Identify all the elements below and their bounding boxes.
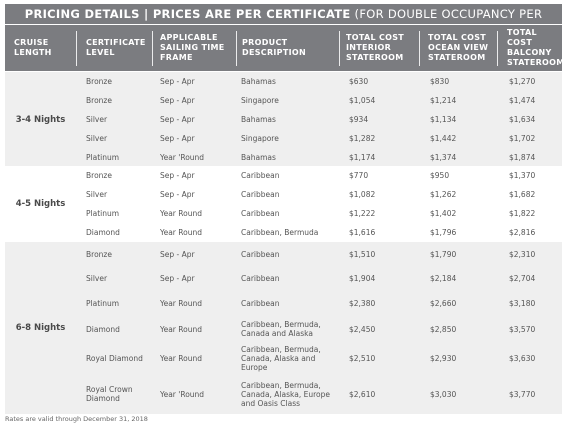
cell-ocean-view-cost: $1,374 xyxy=(430,153,457,162)
cell-product-description: Caribbean, Bermuda xyxy=(241,228,319,237)
cell-product-description: Caribbean, Bermuda, Canada and Alaska xyxy=(241,320,321,338)
cell-product-description: Caribbean xyxy=(241,273,280,283)
cell-product-description: Caribbean xyxy=(241,298,280,308)
cell-product-description: Caribbean xyxy=(241,249,280,259)
cell-balcony-cost: $1,634 xyxy=(509,115,536,124)
cell-interior-cost: $1,282 xyxy=(349,134,376,143)
cell-certificate-level: Silver xyxy=(86,115,108,124)
table-row xyxy=(5,316,562,342)
cell-product-description: Caribbean xyxy=(241,190,280,199)
table-title xyxy=(5,4,562,24)
row-group xyxy=(5,242,562,414)
cell-interior-cost: $2,610 xyxy=(349,389,376,399)
cell-time-frame: Year 'Round xyxy=(160,153,205,162)
cell-certificate-level: Platinum xyxy=(86,209,120,218)
cell-time-frame: Sep - Apr xyxy=(160,96,195,105)
cell-interior-cost: $770 xyxy=(349,171,369,180)
cruise-length-label: 4-5 Nights xyxy=(15,199,66,209)
table-row xyxy=(5,266,562,290)
cell-time-frame: Sep - Apr xyxy=(160,134,195,143)
cell-product-description: Singapore xyxy=(241,134,279,143)
cell-ocean-view-cost: $830 xyxy=(430,77,450,86)
header-divider xyxy=(236,31,237,66)
cell-balcony-cost: $2,704 xyxy=(509,273,536,283)
cell-time-frame: Sep - Apr xyxy=(160,249,195,259)
header-product-description: PRODUCT DESCRIPTION xyxy=(242,38,306,57)
header-time-frame: APPLICABLE SAILING TIME FRAME xyxy=(160,33,225,62)
cell-ocean-view-cost: $1,134 xyxy=(430,115,457,124)
cell-time-frame: Sep - Apr xyxy=(160,171,195,180)
cell-ocean-view-cost: $1,402 xyxy=(430,209,457,218)
cell-interior-cost: $2,450 xyxy=(349,324,376,334)
cruise-length-label: 6-8 Nights xyxy=(15,323,66,333)
cell-ocean-view-cost: $2,850 xyxy=(430,324,457,334)
cell-interior-cost: $1,510 xyxy=(349,249,376,259)
row-group xyxy=(5,166,562,242)
title-bold: PRICING DETAILS | PRICES ARE PER CERTIFICATE xyxy=(24,7,351,21)
cell-balcony-cost: $1,474 xyxy=(509,96,536,105)
cell-time-frame: Sep - Apr xyxy=(160,273,195,283)
header-divider xyxy=(152,31,153,66)
cell-balcony-cost: $1,270 xyxy=(509,77,536,86)
cell-time-frame: Sep - Apr xyxy=(160,115,195,124)
cell-certificate-level: Silver xyxy=(86,190,108,199)
cell-balcony-cost: $2,310 xyxy=(509,249,536,259)
cell-time-frame: Year Round xyxy=(160,353,202,363)
cruise-length-label: 3-4 Nights xyxy=(15,114,66,125)
table-row xyxy=(5,342,562,374)
cell-product-description: Caribbean xyxy=(241,171,280,180)
header-interior: TOTAL COST INTERIOR STATEROOM xyxy=(346,33,405,62)
title-light: (FOR DOUBLE OCCUPANCY PER xyxy=(354,7,543,21)
table-row xyxy=(5,242,562,266)
table-row xyxy=(5,374,562,414)
header-cruise-length: CRUISE LENGTH xyxy=(14,38,52,57)
cell-time-frame: Year 'Round xyxy=(160,389,205,399)
header-divider xyxy=(419,31,420,66)
cell-ocean-view-cost: $950 xyxy=(430,171,450,180)
cell-product-description: Caribbean xyxy=(241,209,280,218)
cell-ocean-view-cost: $2,930 xyxy=(430,353,457,363)
cell-time-frame: Sep - Apr xyxy=(160,77,195,86)
cell-balcony-cost: $1,370 xyxy=(509,171,536,180)
cell-ocean-view-cost: $1,790 xyxy=(430,249,457,259)
cell-time-frame: Year Round xyxy=(160,298,202,308)
cell-ocean-view-cost: $1,214 xyxy=(430,96,457,105)
cell-certificate-level: Royal Diamond xyxy=(86,353,143,363)
table-header xyxy=(5,25,565,71)
table-row xyxy=(5,204,562,223)
cell-interior-cost: $1,904 xyxy=(349,273,376,283)
header-divider xyxy=(497,31,498,66)
table-row xyxy=(5,148,562,167)
cell-interior-cost: $1,082 xyxy=(349,190,376,199)
cell-time-frame: Year Round xyxy=(160,228,202,237)
cell-certificate-level: Bronze xyxy=(86,77,112,86)
cell-ocean-view-cost: $3,030 xyxy=(430,389,457,399)
cell-certificate-level: Silver xyxy=(86,134,108,143)
cell-ocean-view-cost: $1,442 xyxy=(430,134,457,143)
table-row xyxy=(5,91,562,110)
cell-certificate-level: Royal Crown Diamond xyxy=(86,385,133,403)
cell-certificate-level: Platinum xyxy=(86,298,120,308)
cell-product-description: Bahamas xyxy=(241,115,276,124)
cell-balcony-cost: $3,180 xyxy=(509,298,536,308)
cell-interior-cost: $1,174 xyxy=(349,153,376,162)
cell-balcony-cost: $3,770 xyxy=(509,389,536,399)
table-row xyxy=(5,185,562,204)
cell-interior-cost: $2,510 xyxy=(349,353,376,363)
header-ocean-view: TOTAL COST OCEAN VIEW STATEROOM xyxy=(428,33,489,62)
table-row xyxy=(5,129,562,148)
cell-certificate-level: Bronze xyxy=(86,96,112,105)
cell-time-frame: Year Round xyxy=(160,209,202,218)
footnote: Rates are valid through December 31, 2018 xyxy=(5,415,148,423)
cell-product-description: Bahamas xyxy=(241,77,276,86)
header-divider xyxy=(339,31,340,66)
table-row xyxy=(5,72,562,91)
cell-balcony-cost: $1,874 xyxy=(509,153,536,162)
cell-product-description: Singapore xyxy=(241,96,279,105)
table-row xyxy=(5,290,562,316)
cell-certificate-level: Bronze xyxy=(86,171,112,180)
cell-product-description: Caribbean, Bermuda, Canada, Alaska and Europe xyxy=(241,344,321,372)
cell-balcony-cost: $3,570 xyxy=(509,324,536,334)
cell-certificate-level: Bronze xyxy=(86,249,112,259)
cell-ocean-view-cost: $2,184 xyxy=(430,273,457,283)
header-certificate-level: CERTIFICATE LEVEL xyxy=(86,38,146,57)
row-group xyxy=(5,72,562,167)
cell-balcony-cost: $1,682 xyxy=(509,190,536,199)
cell-product-description: Caribbean, Bermuda, Canada, Alaska, Europe and Oasis Class xyxy=(241,380,330,408)
cell-certificate-level: Diamond xyxy=(86,228,120,237)
cell-product-description: Bahamas xyxy=(241,153,276,162)
table-row xyxy=(5,166,562,185)
cell-time-frame: Year Round xyxy=(160,324,202,334)
cell-interior-cost: $1,616 xyxy=(349,228,376,237)
cell-balcony-cost: $3,630 xyxy=(509,353,536,363)
table-row xyxy=(5,223,562,242)
cell-interior-cost: $2,380 xyxy=(349,298,376,308)
cell-certificate-level: Diamond xyxy=(86,324,120,334)
header-balcony: TOTAL COST BALCONY STATEROOM xyxy=(507,28,565,67)
cell-time-frame: Sep - Apr xyxy=(160,190,195,199)
cell-ocean-view-cost: $2,660 xyxy=(430,298,457,308)
table-row xyxy=(5,110,562,129)
cell-interior-cost: $1,054 xyxy=(349,96,376,105)
cell-balcony-cost: $1,822 xyxy=(509,209,536,218)
cell-certificate-level: Silver xyxy=(86,273,108,283)
cell-certificate-level: Platinum xyxy=(86,153,120,162)
cell-ocean-view-cost: $1,796 xyxy=(430,228,457,237)
header-divider xyxy=(76,31,77,66)
cell-interior-cost: $630 xyxy=(349,77,369,86)
cell-interior-cost: $934 xyxy=(349,115,369,124)
cell-balcony-cost: $1,702 xyxy=(509,134,536,143)
cell-ocean-view-cost: $1,262 xyxy=(430,190,457,199)
cell-balcony-cost: $2,816 xyxy=(509,228,536,237)
cell-interior-cost: $1,222 xyxy=(349,209,376,218)
